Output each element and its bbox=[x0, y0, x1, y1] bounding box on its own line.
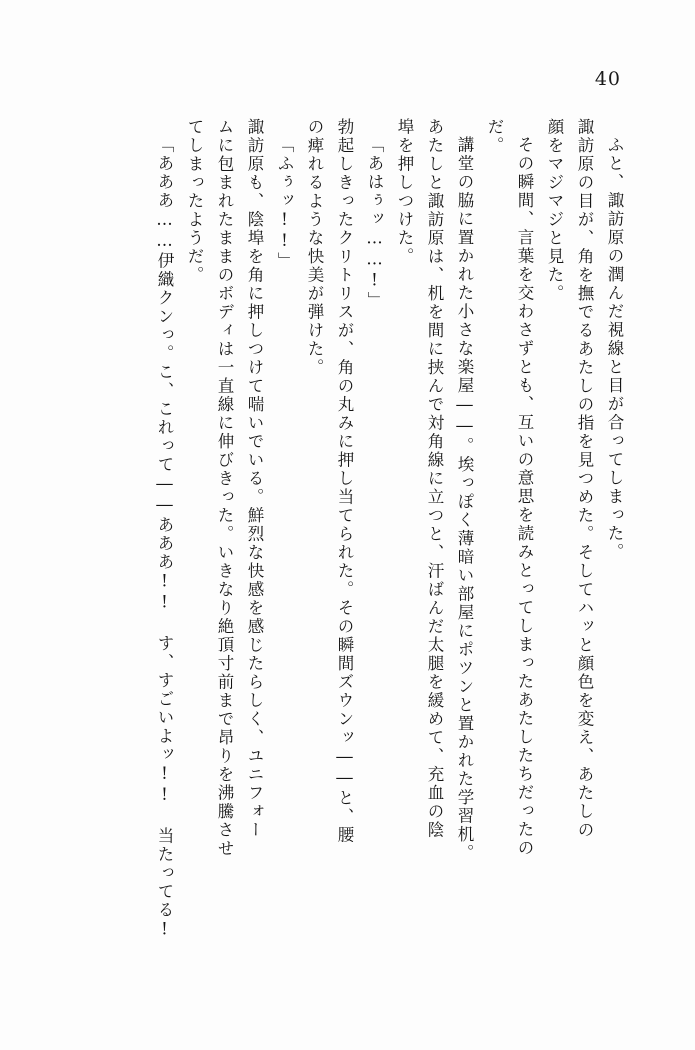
text-column: 埠を押しつけた。 bbox=[395, 118, 414, 266]
text-column: 講堂の脇に置かれた小さな楽屋――。埃っぽく薄暗い部屋にポツンと置かれた学習机。 bbox=[455, 136, 474, 863]
text-column: その瞬間、言葉を交わさずとも、互いの意思を読みとってしまったあたしたちだったの bbox=[515, 136, 534, 858]
text-column: ふと、諏訪原の潤んだ視線と目が合ってしまった。 bbox=[605, 136, 624, 562]
text-column: の痺れるような快美が弾けた。 bbox=[305, 118, 324, 377]
text-column: 諏訪原の目が、角を撫でるあたしの指を見つめた。そしてハッと顔色を変え、あたしの bbox=[575, 118, 594, 840]
text-column: 諏訪原も、陰埠を角に押しつけて喘いでいる。鮮烈な快感を感じたらしく、ユニフォー bbox=[245, 118, 264, 840]
text-column: 勃起しきったクリトリスが、角の丸みに押し当てられた。その瞬間ズウンッ――と、腰 bbox=[335, 118, 354, 845]
text-column: 「あああ……伊織クンっ。こ、これって――あああ!! す、すごいよッ!! 当たってる! bbox=[155, 136, 174, 941]
page-number: 40 bbox=[594, 68, 621, 90]
text-column: てしまったようだ。 bbox=[185, 118, 204, 285]
vertical-text-block bbox=[56, 118, 629, 1010]
text-column: 「あはぅッ……!」 bbox=[365, 136, 384, 310]
text-column: あたしと諏訪原は、机を間に挟んで対角線に立つと、汗ばんだ太腿を緩めて、充血の陰 bbox=[425, 118, 444, 840]
text-column: ムに包まれたままのボディは一直線に伸びきった。いきなり絶頂寸前まで昂りを沸騰させ bbox=[215, 118, 234, 858]
text-column: 「ふぅッ!!」 bbox=[275, 136, 294, 271]
text-column: 顔をマジマジと見た。 bbox=[545, 118, 564, 303]
text-column: だ。 bbox=[485, 118, 504, 155]
